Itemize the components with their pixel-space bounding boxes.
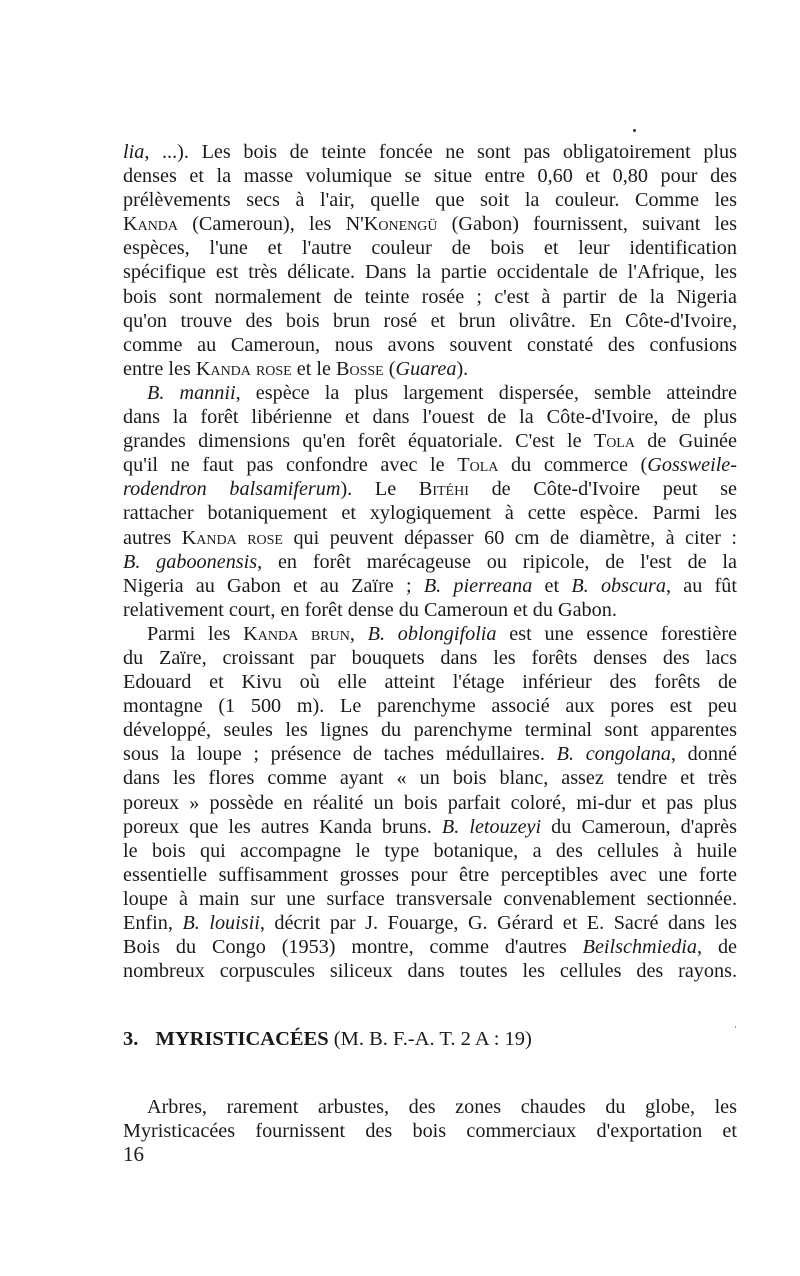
italic-term: B. obscura [571,574,666,597]
text-run: autres [123,526,182,549]
smallcaps-term: Kanda brun [243,622,350,645]
italic-term: Beilschmiedia [582,936,698,959]
italic-term: Gossweile- [647,454,737,477]
text-run: , ...). Les bois de teinte foncée ne sont pas obligatoirement plus [144,141,737,163]
text-run: Enfin, [123,912,183,934]
italic-term: B. mannii [147,381,236,404]
text-run: , en forêt marécageuse ou ripicole, de l'est de la [257,550,737,573]
text-line: Myristicacées fournissent des bois commerciaux d'exportation et [123,1120,737,1143]
text-run: , donné [670,743,737,766]
text-line: denses et la masse volumique se situe entre 0,60 et 0,80 pour des [123,165,737,188]
text-line: montagne (1 500 m). Le parenchyme associé aux pores est peu [123,695,737,718]
text-line: essentielle suffisamment grosses pour être perceptibles avec une forte [123,863,737,886]
text-run: , espèce la plus largement dispersée, semble atteindre [235,381,737,404]
text-line: dans les flores comme ayant « un bois blanc, assez tendre et très [123,767,737,790]
text-run: Bois du Congo (1953) montre, comme d'autres [123,936,583,959]
text-run: du commerce ( [498,454,648,477]
text-line [123,212,737,236]
text-run: du Cameroun, d'après [541,815,737,838]
section-heading [123,1028,532,1051]
text-line: prélèvements secs à l'air, quelle que soit la couleur. Comme les [123,189,737,212]
text-run: de Côte-d'Ivoire peut se [468,478,737,501]
smallcaps-term: Tola [593,430,635,453]
text-line [123,622,737,646]
text-run: , au fût [666,574,737,597]
smallcaps-term: Tola [457,454,499,477]
text-run: qui peuvent dépasser 60 cm de diamètre, à citer : [282,526,738,549]
text-line [123,453,737,477]
text-line [123,911,737,935]
italic-term: B. oblongifolia [367,622,497,645]
text-line: le bois qui accompagne le type botanique, a des cellules à huile [123,839,737,862]
italic-term: Guarea [395,357,457,380]
scan-speck [633,129,636,132]
italic-term: rodendron balsamiferum [123,478,341,501]
text-line: loupe à main sur une surface transversale convenablement sectionnée. [123,887,737,910]
text-run: grandes dimensions qu'en forêt équatoriale. C'est le [123,430,594,453]
text-line [123,550,737,574]
body-text [123,140,737,983]
text-run: , décrit par J. Fouarge, G. Gérard et E. Sacré dans les [259,912,738,934]
paragraph-2 [123,381,737,622]
paragraph-4 [123,1095,737,1143]
italic-term: B. louisii [182,912,260,934]
text-run: ( [383,357,396,380]
text-line: qu'on trouve des bois brun rosé et brun olivâtre. En Côte-d'Ivoire, [123,309,737,332]
scan-speck [735,1026,736,1028]
section-title: MYRISTICACÉES [155,1028,329,1050]
text-line: Edouard et Kivu où elle atteint l'étage inférieur des forêts de [123,671,737,694]
italic-term: B. letouzeyi [441,815,542,838]
text-line: relativement court, en forêt dense du Cameroun et du Gabon. [123,598,617,621]
text-run: et [532,574,572,597]
smallcaps-term: Kanda rose [195,357,292,380]
text-line [123,742,737,766]
text-run: est une essence forestière [496,622,737,645]
text-line: du Zaïre, croissant par bouquets dans les forêts denses des lacs [123,646,737,669]
text-run: Nigeria au Gabon et au Zaïre ; [123,574,424,597]
text-line: Arbres, rarement arbustes, des zones chaudes du globe, les [147,1096,737,1118]
text-line: rattacher botaniquement et xylogiquement à cette espèce. Parmi les [123,502,737,525]
paragraph-3 [123,622,737,983]
text-line: nombreux corpuscules siliceux dans toutes les cellules des rayons. [123,960,737,983]
text-line [123,935,737,959]
text-line: comme au Cameroun, nous avons souvent constaté des confusions [123,333,737,356]
section-number: 3. [123,1028,139,1050]
text-line [123,815,737,839]
text-line: spécifique est très délicate. Dans la partie occidentale de l'Afrique, les [123,261,737,284]
text-line: développé, seules les lignes du parenchyme terminal sont apparentes [123,719,737,742]
text-run: qu'il ne faut pas confondre avec le [123,454,458,477]
text-line [123,526,737,550]
italic-term: lia [123,141,145,163]
text-run: de Guinée [634,430,737,453]
text-run: sous la loupe ; présence de taches médullaires. [123,743,557,766]
text-line [123,477,737,501]
text-run: entre les [123,357,196,380]
text-run: , [349,622,368,645]
smallcaps-term: Bitéhi [418,478,469,501]
text-run: ). Le [340,478,419,501]
text-line: espèces, l'une et l'autre couleur de bois et leur identification [123,237,737,260]
text-line: bois sont normalement de teinte rosée ; c'est à partir de la Nigeria [123,285,737,308]
text-run: , de [697,936,737,959]
text-line [123,574,737,598]
text-run: et le [291,357,337,380]
page-number: 16 [123,1142,144,1166]
smallcaps-term: Kanda rose [181,526,283,549]
text-line: poreux » possède en réalité un bois parfait coloré, mi-dur et pas plus [123,791,737,814]
section-reference: (M. B. F.-A. T. 2 A : 19) [333,1028,532,1050]
text-line [123,381,737,405]
text-line [123,429,737,453]
italic-term: B. gaboonensis [123,550,258,573]
smallcaps-term: Bosse [336,357,384,380]
text-run: (Gabon) fournissent, suivant les [437,213,737,236]
text-line [123,140,737,164]
text-line: dans la forêt libérienne et dans l'ouest de la Côte-d'Ivoire, de plus [123,406,737,429]
text-run: (Cameroun), les [178,213,346,236]
text-run: poreux que les autres Kanda bruns. [123,815,442,838]
text-run: ). [456,357,469,380]
italic-term: B. congolana [556,743,671,766]
text-line [123,357,737,381]
body-text-continued [123,1095,737,1143]
paragraph-1 [123,140,737,381]
italic-term: B. pierreana [423,574,533,597]
smallcaps-term: N'Konengü [345,213,438,236]
smallcaps-term: Kanda [123,213,179,236]
text-run: Parmi les [147,622,244,645]
